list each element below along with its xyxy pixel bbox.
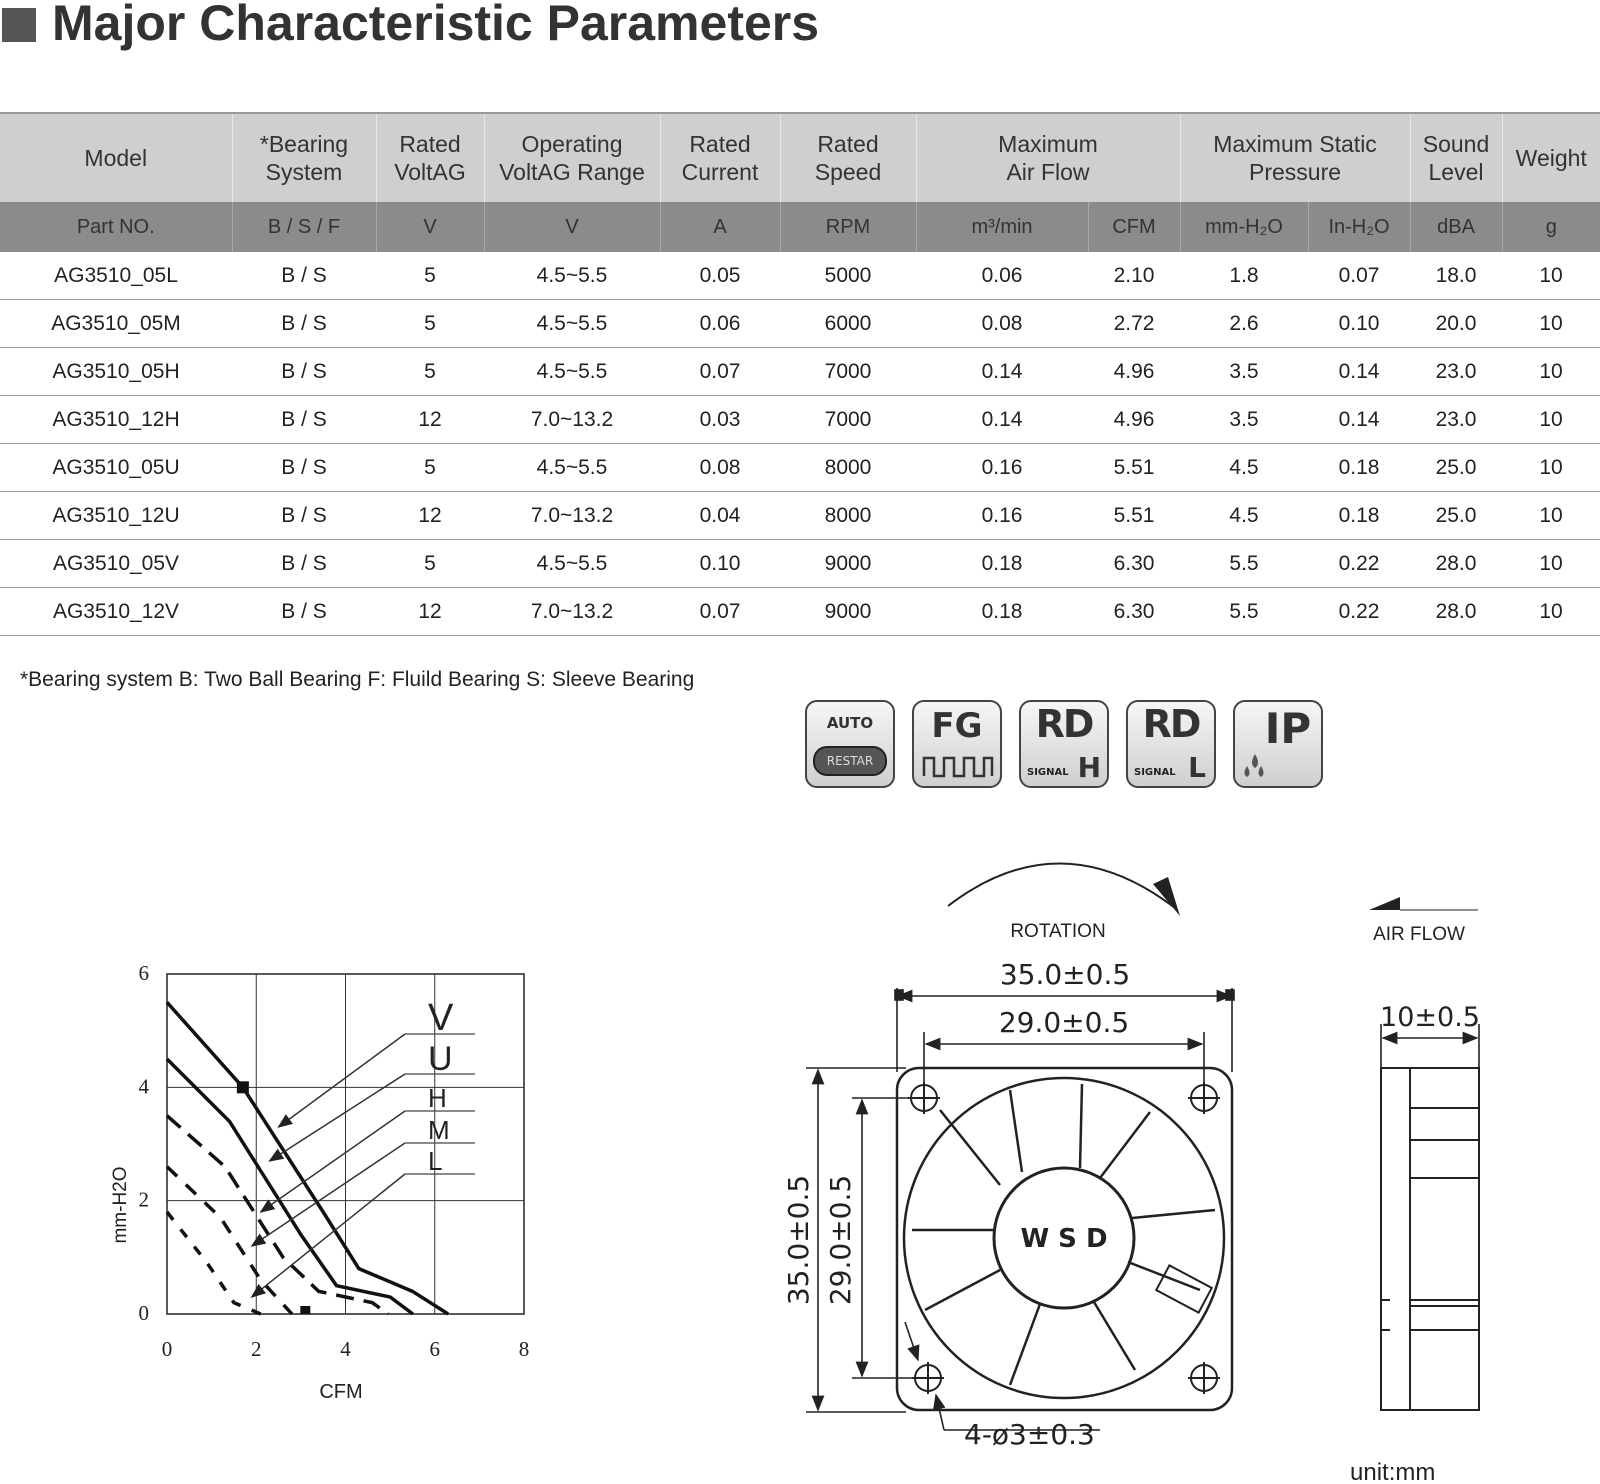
inner-height-label: 29.0±0.5 (824, 1174, 857, 1306)
table-cell: 0.08 (660, 444, 780, 492)
header-cell: Maximum Air Flow (916, 113, 1180, 202)
feature-badges (805, 700, 1335, 792)
table-cell: 7.0~13.2 (484, 588, 660, 636)
chart-series (167, 1002, 448, 1314)
table-cell: 6.30 (1088, 588, 1180, 636)
table-cell: B / S (232, 348, 376, 396)
unit-cell: m³/min (916, 202, 1088, 252)
badge-restart-pill (813, 746, 887, 776)
table-cell: 0.07 (1308, 252, 1410, 300)
table-cell: 0.16 (916, 492, 1088, 540)
water-drops-icon (1235, 702, 1321, 788)
hub-label: W S D (1020, 1224, 1108, 1254)
table-cell: AG3510_05L (0, 252, 232, 300)
table-cell: 0.03 (660, 396, 780, 444)
table-cell: AG3510_05H (0, 348, 232, 396)
unit-cell: g (1502, 202, 1600, 252)
outer-height-label: 35.0±0.5 (782, 1174, 815, 1306)
table-cell: 10 (1502, 252, 1600, 300)
chart-x-tick: 2 (251, 1337, 262, 1361)
table-row (0, 348, 1600, 396)
table-cell: 28.0 (1410, 588, 1502, 636)
table-cell: 12 (376, 396, 484, 444)
table-cell: 4.96 (1088, 396, 1180, 444)
table-cell: 5.5 (1180, 540, 1308, 588)
table-cell: 10 (1502, 540, 1600, 588)
unit-cell: mm-H₂O (1180, 202, 1308, 252)
fan-spokes (912, 1084, 1215, 1385)
chart-legend (252, 997, 475, 1297)
table-cell: 1.8 (1180, 252, 1308, 300)
legend-leader-arrow (270, 1074, 405, 1161)
table-body (0, 252, 1600, 636)
table-cell: 5.51 (1088, 444, 1180, 492)
table-cell: 7000 (780, 396, 916, 444)
chart-y-tick: 4 (138, 1074, 149, 1099)
inner-width-label: 29.0±0.5 (998, 1006, 1130, 1039)
unit-cell: Part NO. (0, 202, 232, 252)
table-row (0, 540, 1600, 588)
table-cell: 0.14 (1308, 396, 1410, 444)
table-cell: 2.72 (1088, 300, 1180, 348)
table-cell: 5.5 (1180, 588, 1308, 636)
table-cell: 6.30 (1088, 540, 1180, 588)
table-header-labels (0, 113, 1600, 202)
header-cell: Rated Current (660, 113, 780, 202)
table-cell: 28.0 (1410, 540, 1502, 588)
table-cell: 5 (376, 300, 484, 348)
table-cell: 4.5~5.5 (484, 300, 660, 348)
header-cell: Rated VoltAG (376, 113, 484, 202)
table-cell: 0.07 (660, 588, 780, 636)
badge-rd-h-label: RD (1035, 702, 1093, 746)
chart-grid (167, 974, 524, 1314)
legend-leader-arrow (252, 1174, 405, 1297)
header-cell: Weight (1502, 113, 1600, 202)
table-cell: B / S (232, 588, 376, 636)
header-cell: Maximum Static Pressure (1180, 113, 1410, 202)
legend-label-l: L (428, 1146, 443, 1176)
legend-label-h: H (428, 1083, 447, 1113)
table-cell: 0.07 (660, 348, 780, 396)
table-cell: 5 (376, 348, 484, 396)
table-cell: 25.0 (1410, 492, 1502, 540)
table-cell: 0.06 (916, 252, 1088, 300)
table-cell: 12 (376, 588, 484, 636)
table-cell: 4.5~5.5 (484, 348, 660, 396)
rotation-label: ROTATION (1010, 921, 1106, 942)
badge-rd-l-signal (1134, 767, 1176, 778)
table-cell: AG3510_05U (0, 444, 232, 492)
table-cell: B / S (232, 540, 376, 588)
table-cell: 0.14 (1308, 348, 1410, 396)
page-title: Major Characteristic Parameters (52, 0, 820, 51)
legend-leader-arrow (279, 1034, 405, 1127)
header-cell: Sound Level (1410, 113, 1502, 202)
auto-restart-badge (805, 700, 895, 788)
table-cell: B / S (232, 396, 376, 444)
unit-cell: B / S / F (232, 202, 376, 252)
chart-x-tick: 8 (518, 1337, 530, 1361)
table-cell: AG3510_12H (0, 396, 232, 444)
table-cell: 0.18 (916, 540, 1088, 588)
legend-label-v: V (428, 997, 454, 1039)
legend-label-u: U (428, 1040, 453, 1078)
table-cell: 10 (1502, 396, 1600, 444)
table-cell: 8000 (780, 492, 916, 540)
spec-table (0, 112, 1600, 636)
table-cell: 0.04 (660, 492, 780, 540)
chart-y-tick: 6 (138, 961, 149, 985)
chart-plot-frame (167, 974, 524, 1314)
table-cell: 0.10 (1308, 300, 1410, 348)
rd-signal-l-badge (1126, 700, 1216, 788)
legend-leader-arrow (252, 1143, 405, 1246)
table-cell: 4.5~5.5 (484, 540, 660, 588)
table-cell: 5 (376, 252, 484, 300)
table-row (0, 588, 1600, 636)
unit-cell: In-H₂O (1308, 202, 1410, 252)
badge-rd-h-signal (1027, 767, 1069, 778)
table-cell: 4.96 (1088, 348, 1180, 396)
table-cell: 5.51 (1088, 492, 1180, 540)
unit-cell: V (484, 202, 660, 252)
table-cell: AG3510_12U (0, 492, 232, 540)
table-cell: 25.0 (1410, 444, 1502, 492)
table-row (0, 300, 1600, 348)
bearing-footnote: *Bearing system B: Two Ball Bearing F: Fluild Bearing S: Sleeve Bearing (20, 668, 695, 691)
rotation-arrow (948, 863, 1180, 916)
table-cell: 0.22 (1308, 588, 1410, 636)
table-cell: 0.18 (916, 588, 1088, 636)
table-cell: 0.06 (660, 300, 780, 348)
series-l-line (167, 1212, 261, 1314)
badge-auto-label: AUTO (826, 714, 874, 732)
header-cell: *Bearing System (232, 113, 376, 202)
chart-x-tick: 6 (429, 1337, 440, 1361)
badge-fg-label: FG (931, 706, 983, 746)
series-h-line (167, 1116, 388, 1314)
chart-x-tick: 0 (161, 1337, 173, 1361)
badge-rd-l-suffix: L (1188, 751, 1206, 784)
fan-side-view (1381, 1068, 1479, 1410)
table-cell: 4.5 (1180, 492, 1308, 540)
outer-width-label: 35.0±0.5 (999, 958, 1131, 991)
table-cell: 0.18 (1308, 492, 1410, 540)
table-cell: 3.5 (1180, 396, 1308, 444)
mounting-holes (908, 1082, 1220, 1394)
series-m-line (167, 1167, 292, 1314)
series-v-line (167, 1002, 448, 1314)
ip-badge (1233, 700, 1323, 788)
legend-leader-arrow (261, 1111, 405, 1212)
table-cell: 4.5~5.5 (484, 252, 660, 300)
table-cell: 2.6 (1180, 300, 1308, 348)
table-cell: 0.18 (1308, 444, 1410, 492)
table-cell: 10 (1502, 300, 1600, 348)
inner-width-dimension (924, 1032, 1204, 1100)
table-cell: 7000 (780, 348, 916, 396)
unit-label: unit:mm (1350, 1459, 1436, 1484)
table-cell: 8000 (780, 444, 916, 492)
series-u-line (167, 1059, 413, 1314)
table-cell: 4.5 (1180, 444, 1308, 492)
table-cell: 0.14 (916, 396, 1088, 444)
table-cell: 4.5~5.5 (484, 444, 660, 492)
table-cell: 23.0 (1410, 396, 1502, 444)
outer-height-dimension (806, 1068, 906, 1412)
table-cell: 5000 (780, 252, 916, 300)
table-cell: 5 (376, 444, 484, 492)
table-cell: 0.16 (916, 444, 1088, 492)
unit-cell: V (376, 202, 484, 252)
table-cell: 5 (376, 540, 484, 588)
table-cell: 6000 (780, 300, 916, 348)
chart-point-marker (237, 1081, 249, 1093)
unit-cell: A (660, 202, 780, 252)
table-row (0, 444, 1600, 492)
chart-y-label: mm-H2O (110, 1166, 131, 1244)
badge-rd-l-label: RD (1142, 702, 1200, 746)
badge-restart-label: RESTAR (826, 754, 874, 768)
table-cell: 20.0 (1410, 300, 1502, 348)
table-cell: 0.05 (660, 252, 780, 300)
airflow-label: AIR FLOW (1373, 924, 1465, 945)
table-cell: 0.08 (916, 300, 1088, 348)
unit-cell: CFM (1088, 202, 1180, 252)
table-cell: 10 (1502, 348, 1600, 396)
pulse-wave-icon (914, 702, 1000, 788)
table-cell: AG3510_05M (0, 300, 232, 348)
chart-x-tick: 4 (340, 1337, 351, 1361)
table-cell: 7.0~13.2 (484, 492, 660, 540)
outer-width-dimension (895, 988, 1234, 1072)
table-cell: 10 (1502, 492, 1600, 540)
table-cell: 18.0 (1410, 252, 1502, 300)
fan-frame (897, 1068, 1232, 1410)
legend-label-m: M (428, 1115, 450, 1145)
table-cell: 23.0 (1410, 348, 1502, 396)
hole-dimension-label: 4-ø3±0.3 (964, 1418, 1095, 1451)
table-cell: 10 (1502, 444, 1600, 492)
header-cell: Model (0, 113, 232, 202)
table-row (0, 492, 1600, 540)
unit-cell: RPM (780, 202, 916, 252)
table-cell: 12 (376, 492, 484, 540)
header-cell: Operating VoltAG Range (484, 113, 660, 202)
chart-y-tick: 0 (138, 1301, 149, 1325)
table-cell: B / S (232, 492, 376, 540)
table-row (0, 396, 1600, 444)
table-cell: 9000 (780, 540, 916, 588)
rd-signal-h-badge (1019, 700, 1109, 788)
fg-badge (912, 700, 1002, 788)
header-cell: Rated Speed (780, 113, 916, 202)
chart-point-marker (300, 1306, 310, 1314)
unit-cell: dBA (1410, 202, 1502, 252)
badge-ip-label: IP (1264, 704, 1312, 753)
table-header-units (0, 202, 1600, 252)
title-marker (2, 8, 36, 42)
badge-signal-text: SIGNAL (1134, 767, 1176, 778)
table-cell: B / S (232, 444, 376, 492)
chart-y-tick: 2 (138, 1187, 149, 1212)
thickness-dimension (1381, 1024, 1479, 1070)
table-cell: 0.14 (916, 348, 1088, 396)
badge-rd-h-suffix: H (1077, 751, 1101, 784)
table-cell: 7.0~13.2 (484, 396, 660, 444)
hole-dimension-leader (905, 1322, 1100, 1430)
thickness-label: 10±0.5 (1380, 1002, 1480, 1033)
cable-exit (1156, 1265, 1212, 1312)
airflow-arrow (1369, 897, 1478, 910)
table-cell: 3.5 (1180, 348, 1308, 396)
chart-ticks (139, 961, 530, 1361)
chart-x-label: CFM (319, 1381, 363, 1403)
table-row (0, 252, 1600, 300)
table-cell: 2.10 (1088, 252, 1180, 300)
table-cell: 0.22 (1308, 540, 1410, 588)
table-cell: B / S (232, 252, 376, 300)
table-cell: B / S (232, 300, 376, 348)
table-cell: AG3510_05V (0, 540, 232, 588)
inner-height-dimension (852, 1098, 930, 1378)
badge-signal-text: SIGNAL (1027, 767, 1069, 778)
table-cell: 10 (1502, 588, 1600, 636)
table-cell: 9000 (780, 588, 916, 636)
table-cell: AG3510_12V (0, 588, 232, 636)
table-cell: 0.10 (660, 540, 780, 588)
